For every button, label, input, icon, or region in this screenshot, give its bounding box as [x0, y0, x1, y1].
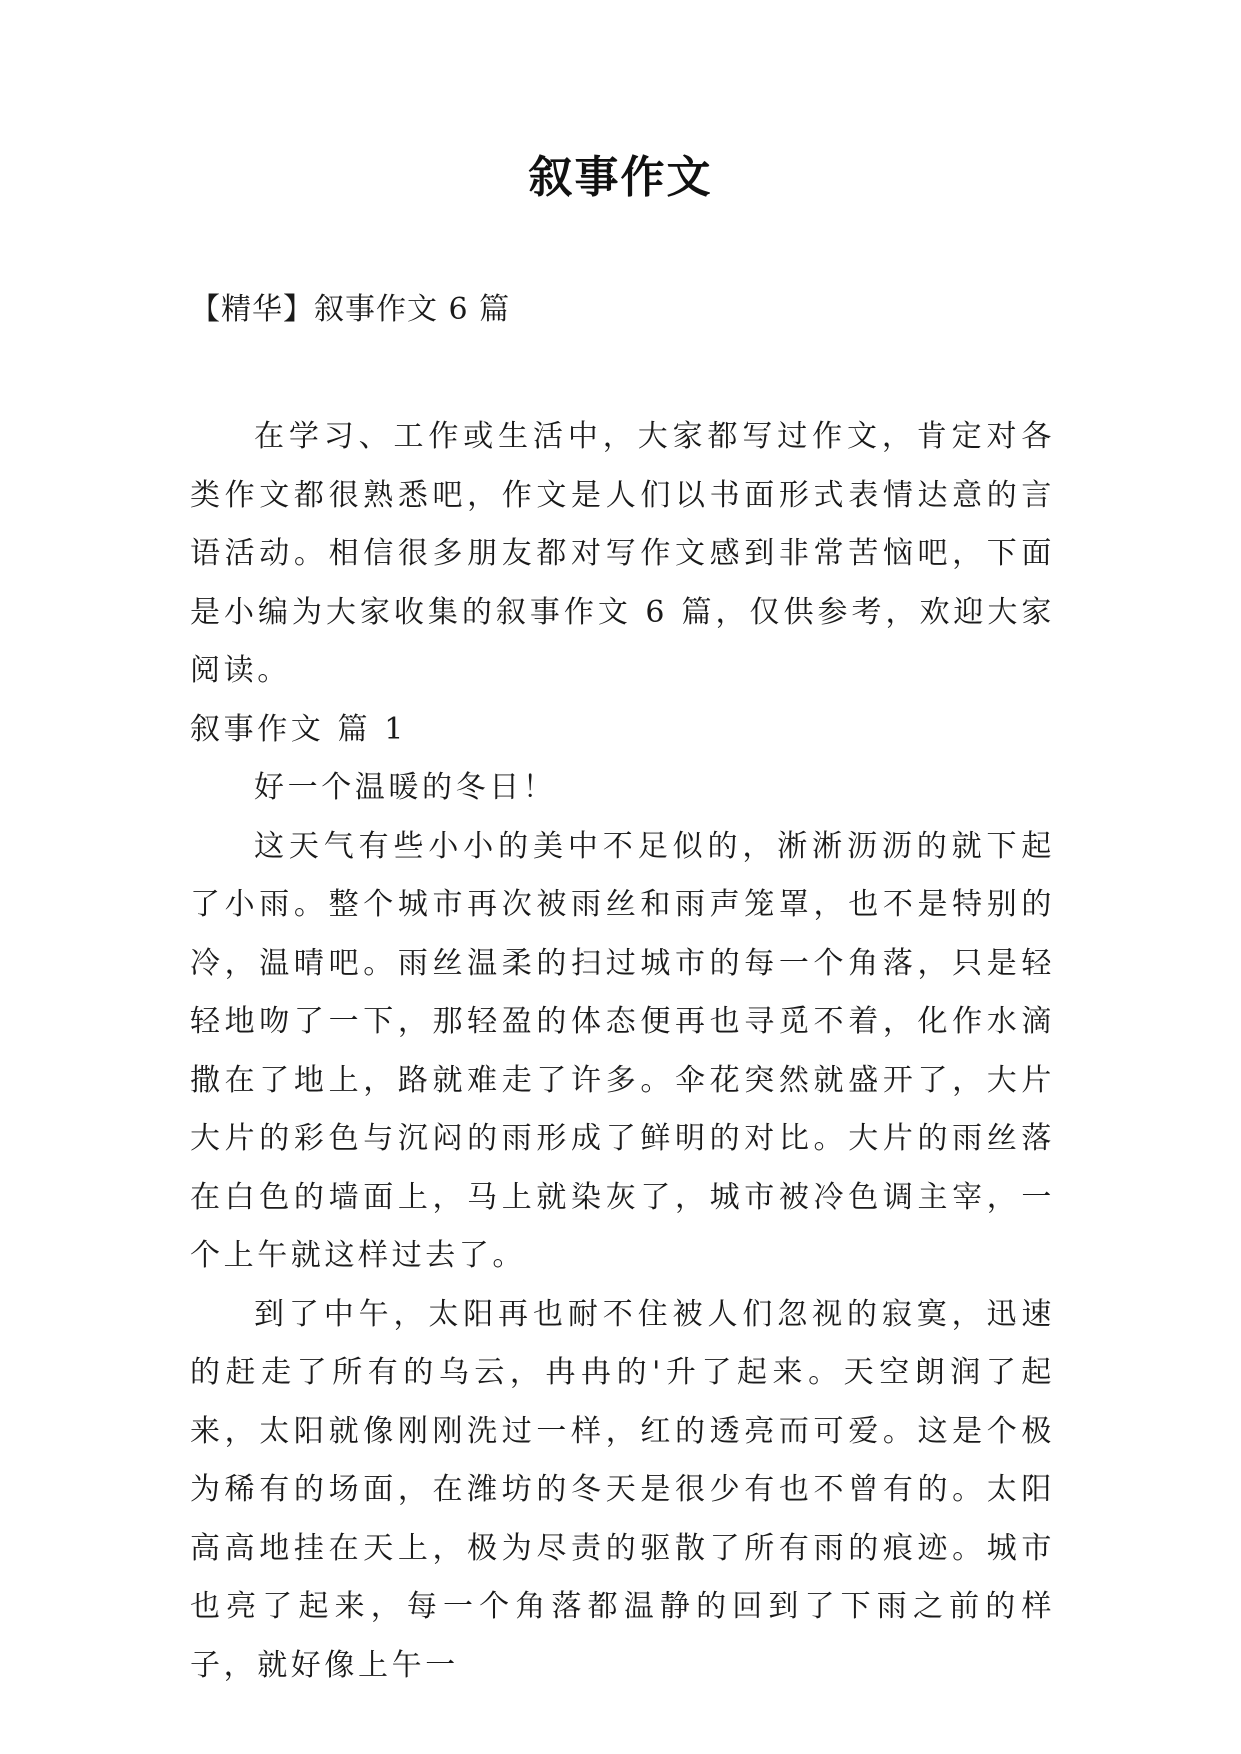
body-paragraph: 好一个温暖的冬日！: [254, 770, 557, 805]
document-title: 叙事作文: [528, 152, 713, 203]
document-body: [190, 408, 1055, 1695]
intro-paragraph: 在学习、工作或生活中，大家都写过作文，肯定对各类作文都很熟悉吧，作文是人们以书面形式表情达意的言语活动。相信很多朋友都对写作文感到非常苦恼吧，下面是小编为大家收集的叙事作文 6 篇，仅供参考，欢迎大家阅读。: [190, 419, 1055, 688]
document-subtitle: 【精华】叙事作文 6 篇: [190, 292, 511, 327]
body-paragraph: 到了中午，太阳再也耐不住被人们忽视的寂寞，迅速的赶走了所有的乌云，冉冉的'升了起来。天空朗润了起来，太阳就像刚刚洗过一样，红的透亮而可爱。这是个极为稀有的场面，在潍坊的冬天是很少有也不曾有的。太阳高高地挂在天上，极为尽责的驱散了所有雨的痕迹。城市也亮了起来，每一个角落都温静的回到了下雨之前的样子，就好像上午一: [190, 1296, 1055, 1683]
body-paragraph: 这天气有些小小的美中不足似的，淅淅沥沥的就下起了小雨。整个城市再次被雨丝和雨声笼罩，也不是特别的冷，温晴吧。雨丝温柔的扫过城市的每一个角落，只是轻轻地吻了一下，那轻盈的体态便再也寻觅不着，化作水滴撒在了地上，路就难走了许多。伞花突然就盛开了，大片大片的彩色与沉闷的雨形成了鲜明的对比。大片的雨丝落在白色的墙面上，马上就染灰了，城市被冷色调主宰，一个上午就这样过去了。: [190, 828, 1055, 1273]
section-heading: 叙事作文 篇 1: [190, 711, 407, 747]
